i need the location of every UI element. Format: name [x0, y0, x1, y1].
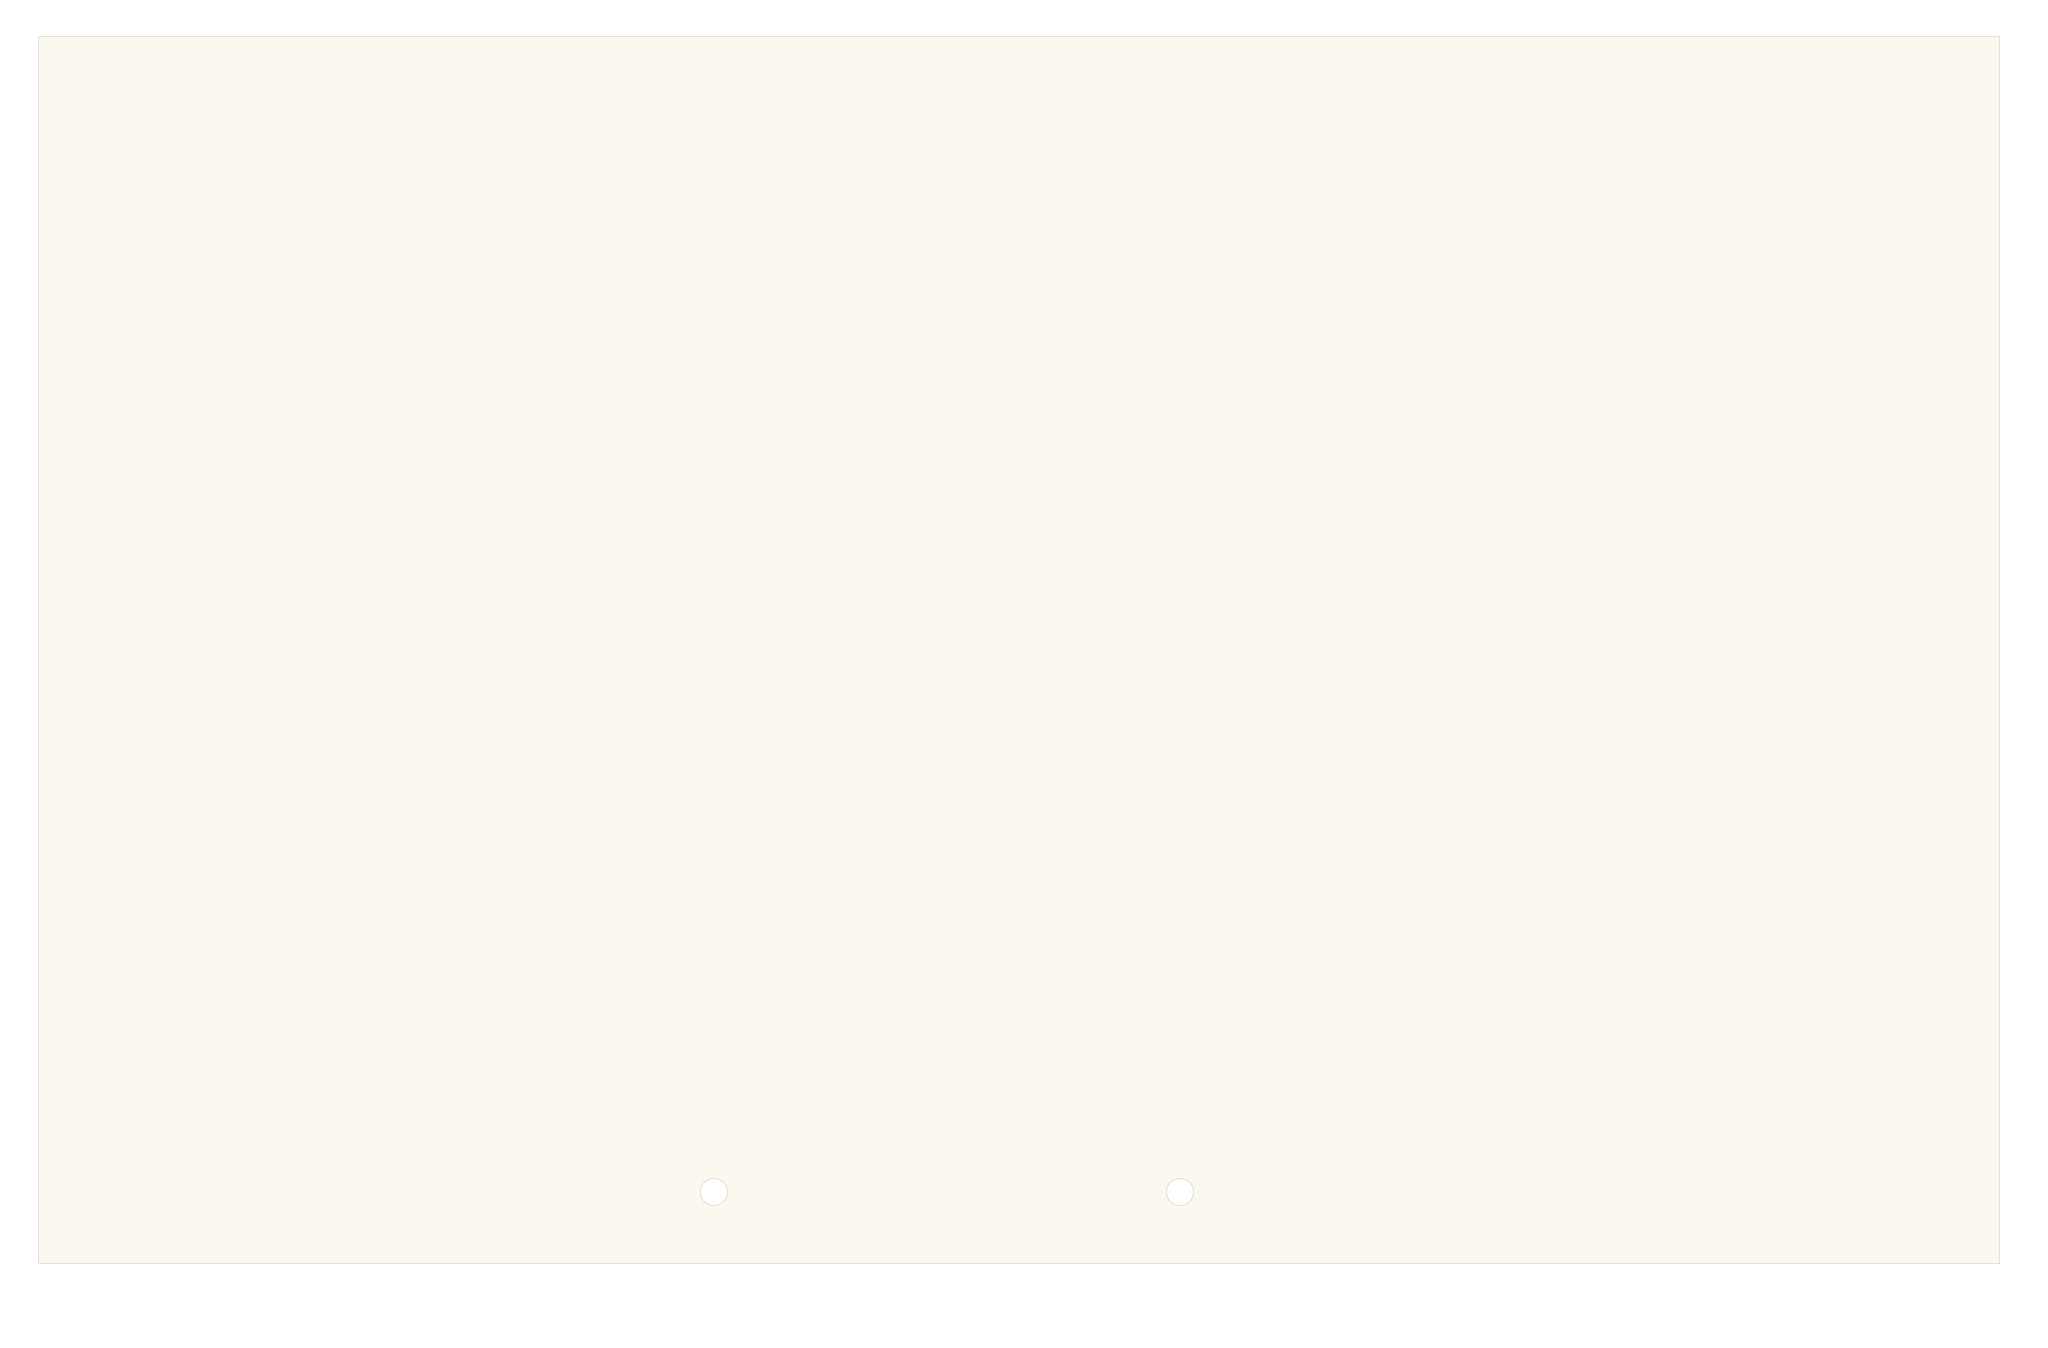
punch-hole [700, 1178, 728, 1206]
punch-hole [1166, 1178, 1194, 1206]
